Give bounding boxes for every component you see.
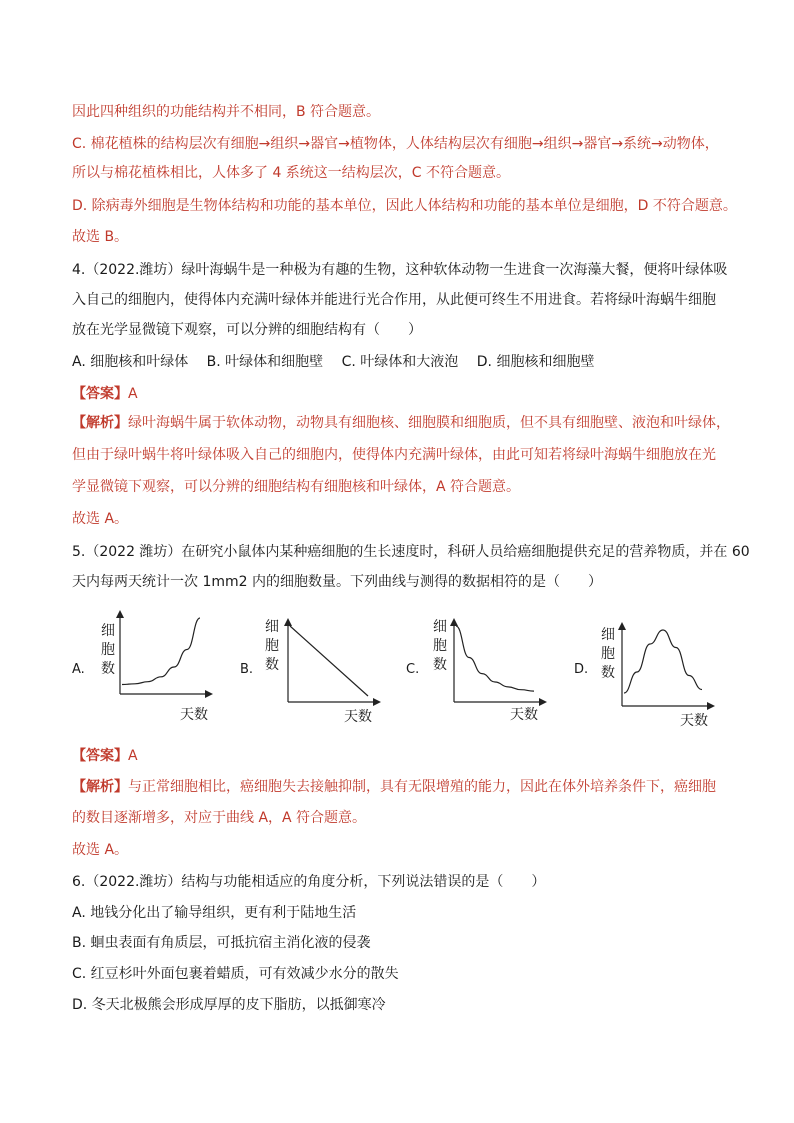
- chart-c-ylabel-char: 细: [433, 619, 447, 635]
- q5-answer: [72, 746, 138, 766]
- q4-choose: 故选 A。: [72, 511, 129, 527]
- q4-stem-line2: 入自己的细胞内，使得体内充满叶绿体并能进行光合作用，从此便可终生不用进食。若将绿叶海蜗牛细胞: [72, 292, 716, 308]
- q4-analysis-tag: 【解析】: [72, 415, 128, 431]
- chart-a-label: A.: [72, 662, 85, 677]
- q6-option-d: D. 冬天北极熊会形成厚厚的皮下脂肪，以抵御寒冷: [72, 997, 386, 1013]
- chart-a-ylabel-char: 细: [101, 623, 115, 639]
- chart-d-y-arrow: [618, 622, 626, 630]
- chart-b-y-arrow: [284, 618, 292, 626]
- q5-analysis-text1: 与正常细胞相比，癌细胞失去接触抑制，具有无限增殖的能力，因此在体外培养条件下，癌细胞: [128, 779, 716, 795]
- q4-options: A. 细胞核和叶绿体 B. 叶绿体和细胞壁 C. 叶绿体和大液泡 D. 细胞核和细胞壁: [72, 354, 595, 370]
- q5-analysis-line1: [72, 777, 716, 797]
- chart-a-ylabel-char: 数: [101, 661, 115, 677]
- q4-answer-tag: 【答案】: [72, 386, 128, 402]
- q4-analysis-line1: [72, 413, 730, 433]
- chart-d-x-arrow: [707, 702, 715, 710]
- q4-answer-value: A: [128, 386, 138, 402]
- prev-analysis-line: 因此四种组织的功能结构并不相同，B 符合题意。: [72, 104, 381, 120]
- chart-option-d: [574, 622, 724, 742]
- q4-answer: [72, 384, 138, 404]
- chart-a-xlabel: 天数: [180, 707, 208, 723]
- q4-analysis-line3: 学显微镜下观察，可以分辨的细胞结构有细胞核和叶绿体，A 符合题意。: [72, 479, 521, 495]
- chart-b-ylabel-char: 细: [265, 619, 279, 635]
- chart-option-b: [240, 618, 390, 738]
- q5-stem-line1: 5.（2022 潍坊）在研究小鼠体内某种癌细胞的生长速度时，科研人员给癌细胞提供充足的营养物质，并在 60: [72, 544, 750, 560]
- chart-c-curve: [456, 626, 534, 691]
- chart-a-y-arrow: [116, 610, 124, 618]
- chart-c-ylabel-char: 数: [433, 657, 447, 673]
- chart-b-curve: [290, 626, 368, 696]
- chart-d-label: D.: [574, 662, 589, 677]
- chart-a-x-arrow: [205, 690, 213, 698]
- chart-c-x-arrow: [539, 698, 547, 706]
- q6-option-c: C. 红豆杉叶外面包裹着蜡质，可有效减少水分的散失: [72, 966, 399, 982]
- prev-option-c-line2: 所以与棉花植株相比，人体多了 4 系统这一结构层次，C 不符合题意。: [72, 165, 511, 181]
- q5-choose: 故选 A。: [72, 842, 129, 858]
- q6-stem: 6.（2022.潍坊）结构与功能相适应的角度分析，下列说法错误的是（ ）: [72, 874, 546, 890]
- chart-d-ylabel-char: 数: [601, 665, 615, 681]
- chart-b-ylabel-char: 数: [265, 657, 279, 673]
- chart-option-c: [406, 618, 556, 738]
- q4-stem-line1: 4.（2022.潍坊）绿叶海蜗牛是一种极为有趣的生物，这种软体动物一生进食一次海藻大餐，便将叶绿体吸: [72, 262, 728, 278]
- chart-d-ylabel-char: 胞: [601, 646, 615, 662]
- prev-choose: 故选 B。: [72, 229, 129, 245]
- chart-c-label: C.: [406, 662, 420, 677]
- prev-option-c-line1: C. 棉花植株的结构层次有细胞→组织→器官→植物体，人体结构层次有细胞→组织→器官→系统→动物体，: [72, 136, 719, 152]
- q5-answer-tag: 【答案】: [72, 748, 128, 764]
- chart-c-ylabel-char: 胞: [433, 638, 447, 654]
- chart-d-ylabel-char: 细: [601, 627, 615, 643]
- q5-analysis-tag: 【解析】: [72, 779, 128, 795]
- q5-answer-value: A: [128, 748, 138, 764]
- q6-option-b: B. 蛔虫表面有角质层，可抵抗宿主消化液的侵袭: [72, 935, 371, 951]
- q4-stem-line3: 放在光学显微镜下观察，可以分辨的细胞结构有（ ）: [72, 322, 422, 338]
- chart-a-ylabel-char: 胞: [101, 642, 115, 658]
- chart-b-ylabel-char: 胞: [265, 638, 279, 654]
- chart-c-y-arrow: [450, 618, 458, 626]
- q6-option-a: A. 地钱分化出了输导组织，更有利于陆地生活: [72, 905, 357, 921]
- chart-b-xlabel: 天数: [344, 709, 372, 725]
- q5-analysis-line2: 的数目逐渐增多，对应于曲线 A，A 符合题意。: [72, 810, 367, 826]
- chart-b-x-arrow: [373, 698, 381, 706]
- chart-b-label: B.: [240, 662, 254, 677]
- chart-d-curve: [624, 630, 702, 693]
- q4-analysis-line2: 但由于绿叶蜗牛将叶绿体吸入自己的细胞内，使得体内充满叶绿体，由此可知若将绿叶海蜗牛细胞放在光: [72, 447, 716, 463]
- chart-d-xlabel: 天数: [680, 713, 708, 729]
- chart-c-xlabel: 天数: [510, 707, 538, 723]
- prev-option-d-line: D. 除病毒外细胞是生物体结构和功能的基本单位，因此人体结构和功能的基本单位是细胞，D 不符合题意。: [72, 198, 737, 214]
- q5-stem-line2: 天内每两天统计一次 1mm2 内的细胞数量。下列曲线与测得的数据相符的是（ ）: [72, 574, 602, 590]
- chart-a-curve: [122, 618, 200, 685]
- q4-analysis-text1: 绿叶海蜗牛属于软体动物，动物具有细胞核、细胞膜和细胞质，但不具有细胞壁、液泡和叶绿体，: [128, 415, 730, 431]
- chart-option-a: [72, 610, 222, 730]
